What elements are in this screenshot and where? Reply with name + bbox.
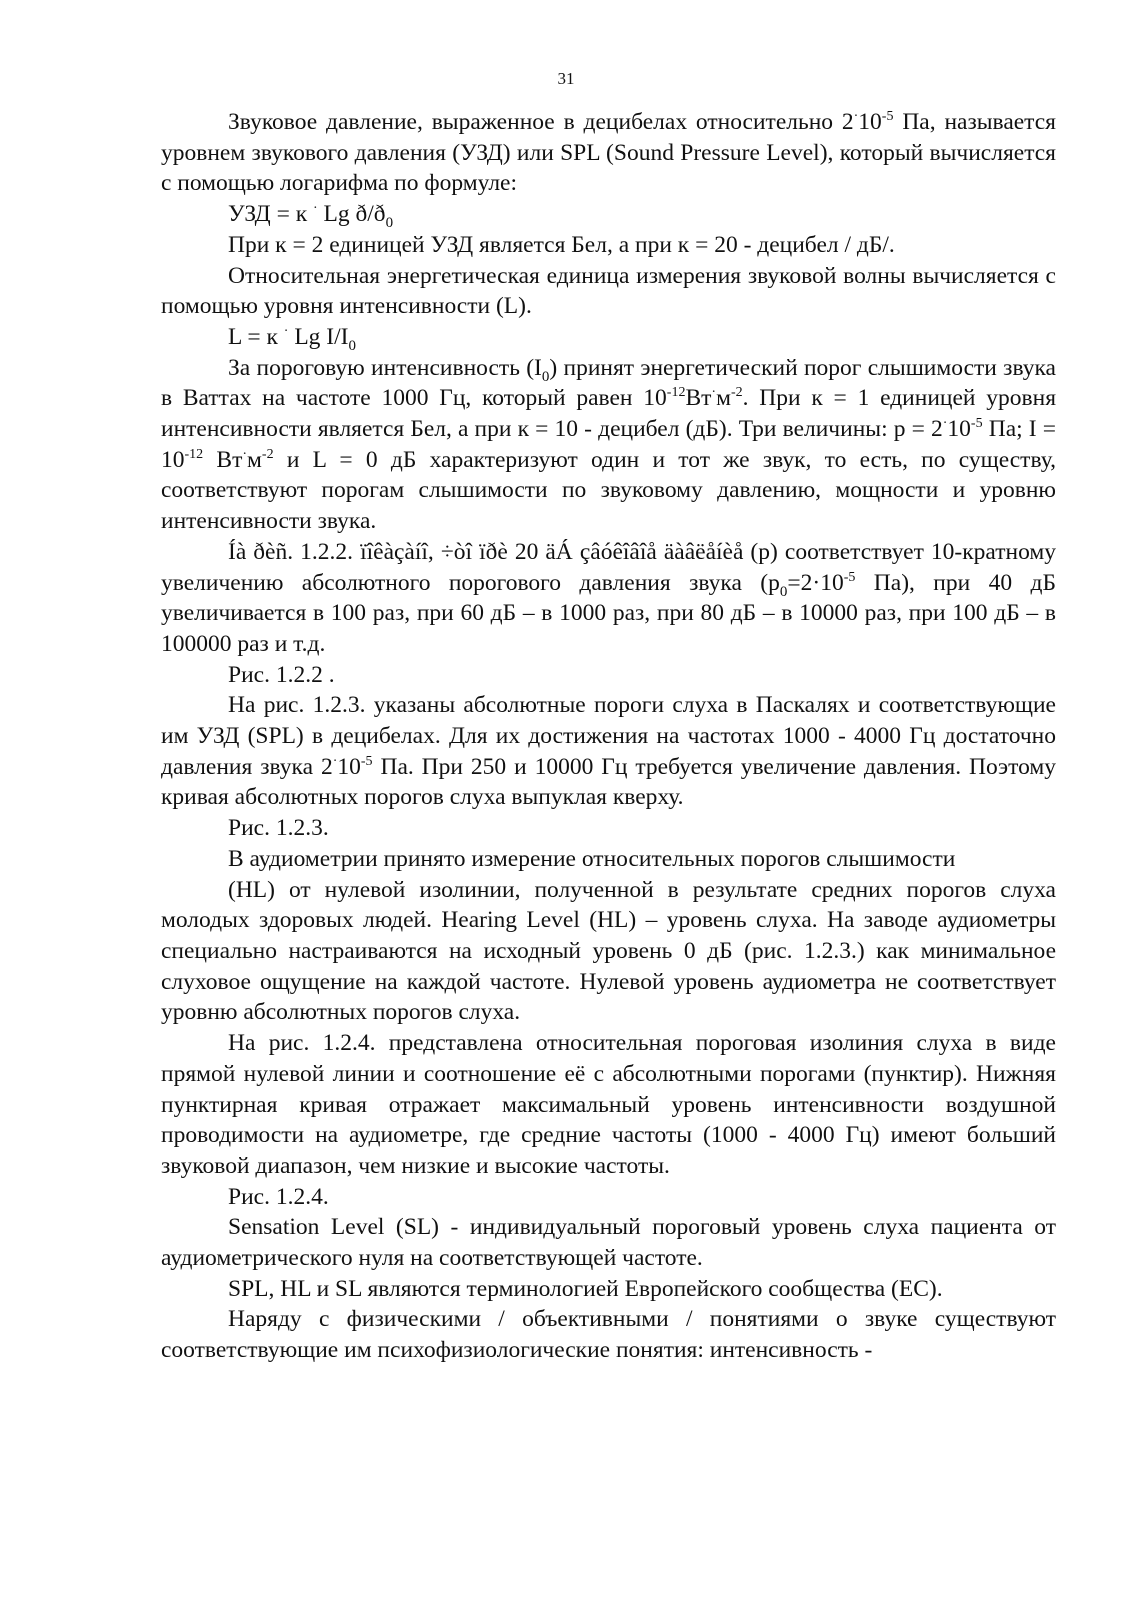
paragraph-audiometry-intro: В аудиометрии принято измерение относительных порогов слышимости [228,845,956,872]
exponent: -12 [184,446,204,462]
text-segment: =2·10 [787,569,844,596]
text-segment: м [247,446,262,473]
paragraph-figure-1-2-2-description [161,537,1056,660]
paragraph-sensation-level: Sensation Level (SL) - индивидуальный пороговый уровень слуха пациента от аудиометрического нуля на соответствующей частоте. [161,1214,1056,1272]
subscript: 0 [348,337,356,354]
paragraph-terminology: SPL, HL и SL являются терминологией Европейского сообщества (ЕС). [228,1275,943,1302]
text-segment: Па), при 40 дБ увеличивается в 100 раз, при 60 дБ – в 1000 раз, при 80 дБ – в 10000 раз, при 100 дБ – в 100000 раз и т.д. [161,569,1056,657]
text-segment: Lg ð/ð [317,201,386,228]
document-body [161,107,1056,1366]
text-segment: За пороговую интенсивность (I [228,354,542,381]
text-segment: 10 [337,753,361,780]
exponent: -5 [970,416,983,432]
subscript: 0 [385,215,394,232]
multiplication-dot: · [942,416,948,432]
text-segment: м [716,385,731,412]
exponent: -5 [881,109,894,124]
exponent: -12 [666,385,686,401]
text-segment: . При к = 1 единицей уровня интенсивности является Бел, а при к = 10 - децибел (дБ). Три величины: р = 2 [161,385,1056,443]
multiplication-dot: · [332,753,338,769]
text-segment: Па, называется уровнем звукового давления (УЗД) или SPL (Sound Pressure Level), который вычисляется с помощью логарифма по формуле: [161,109,1056,197]
text-segment: Вт [685,385,712,412]
multiplication-dot: · [283,323,289,339]
figure-caption-1-2-4: Рис. 1.2.4. [228,1183,329,1210]
paragraph-bel-decibel: При к = 2 единицей УЗД является Бел, а при к = 20 - децибел / дБ/. [228,231,895,258]
text-segment: ) принят энергетический порог слышимости звука в Ваттах на частоте 1000 Гц, который равен 10 [161,354,1056,412]
exponent: -5 [360,753,373,769]
paragraph-hearing-level: (HL) от нулевой изолинии, полученной в результате средних порогов слуха молодых здоровых людей. Hearing Level (HL) – уровень слуха. На заводе аудиометры специально настраиваются на исходный уровень 0 дБ (рис. 1.2.3.) как минимальное слуховое ощущение на каждой частоте. Нулевой уровень аудиометра не соответствует уровню абсолютных порогов слуха. [161,876,1056,1026]
formula-intensity-level [161,322,1056,353]
exponent: -2 [730,385,743,401]
multiplication-dot: · [711,385,717,401]
page-number: 31 [557,69,575,88]
paragraph-figure-1-2-4-description: На рис. 1.2.4. представлена относительная пороговая изолиния слуха в виде прямой нулевой линии и соотношение её с абсолютными порогами (пунктир). Нижняя пунктирная кривая отражает максимальный уровень интенсивности воздушной проводимости на аудиометре, где средние частоты (1000 - 4000 Гц) имеют больший звуковой диапазон, чем низкие и высокие частоты. [161,1030,1056,1179]
figure-caption-1-2-3: Рис. 1.2.3. [228,815,329,842]
paragraph-threshold-intensity [161,353,1056,537]
paragraph-psychophysiological: Наряду с физическими / объективными / понятиями о звуке существуют соответствующие им психофизиологические понятия: интенсивность - [161,1306,1056,1364]
text-segment: Звуковое давление, выраженное в децибелах относительно 2 [228,109,854,135]
text-segment: 10 [858,109,882,135]
text-segment: Lg I/I [288,323,349,350]
subscript: 0 [541,368,550,385]
text-segment: Па; I = 10 [161,416,1056,473]
exponent: -5 [843,569,856,585]
subscript: 0 [779,583,788,600]
formula-spl [161,199,1056,230]
text-segment: Па. При 250 и 10000 Гц требуется увеличение давления. Поэтому кривая абсолютных порогов слуха выпуклая кверху. [161,753,1056,811]
text-segment: 10 [947,416,971,443]
exponent: -2 [261,446,274,462]
multiplication-dot: · [313,201,318,217]
paragraph-intensity-unit: Относительная энергетическая единица измерения звуковой волны вычисляется с помощью уровня интенсивности (L). [161,262,1056,320]
multiplication-dot: · [853,109,859,124]
text-segment: УЗД = к [228,201,313,228]
figure-caption-1-2-2: Рис. 1.2.2 . [228,661,335,688]
text-segment: Вт [203,446,243,473]
paragraph-absolute-thresholds [161,690,1056,813]
multiplication-dot: · [242,446,248,462]
text-segment: и L = 0 дБ характеризуют один и тот же звук, то есть, по существу, соответствуют порогам слышимости по звуковому давлению, мощности и уровню интенсивности звука. [161,446,1057,535]
text-segment: Íà ðèñ. 1.2.2. ïîêàçàíî, ÷òî ïðè 20 äÁ çâóêîâîå äàâëåíèå (р) соответствует 10-кратному увеличению абсолютного порогового давления звука (р [161,538,1056,596]
text-segment: L = к [228,323,284,350]
paragraph-sound-pressure-definition [161,107,1056,199]
text-segment: На рис. 1.2.3. указаны абсолютные пороги слуха в Паскалях и соответствующие им УЗД (SPL) в децибелах. Для их достижения на частотах 1000 - 4000 Гц достаточно давления звука 2 [161,692,1056,780]
